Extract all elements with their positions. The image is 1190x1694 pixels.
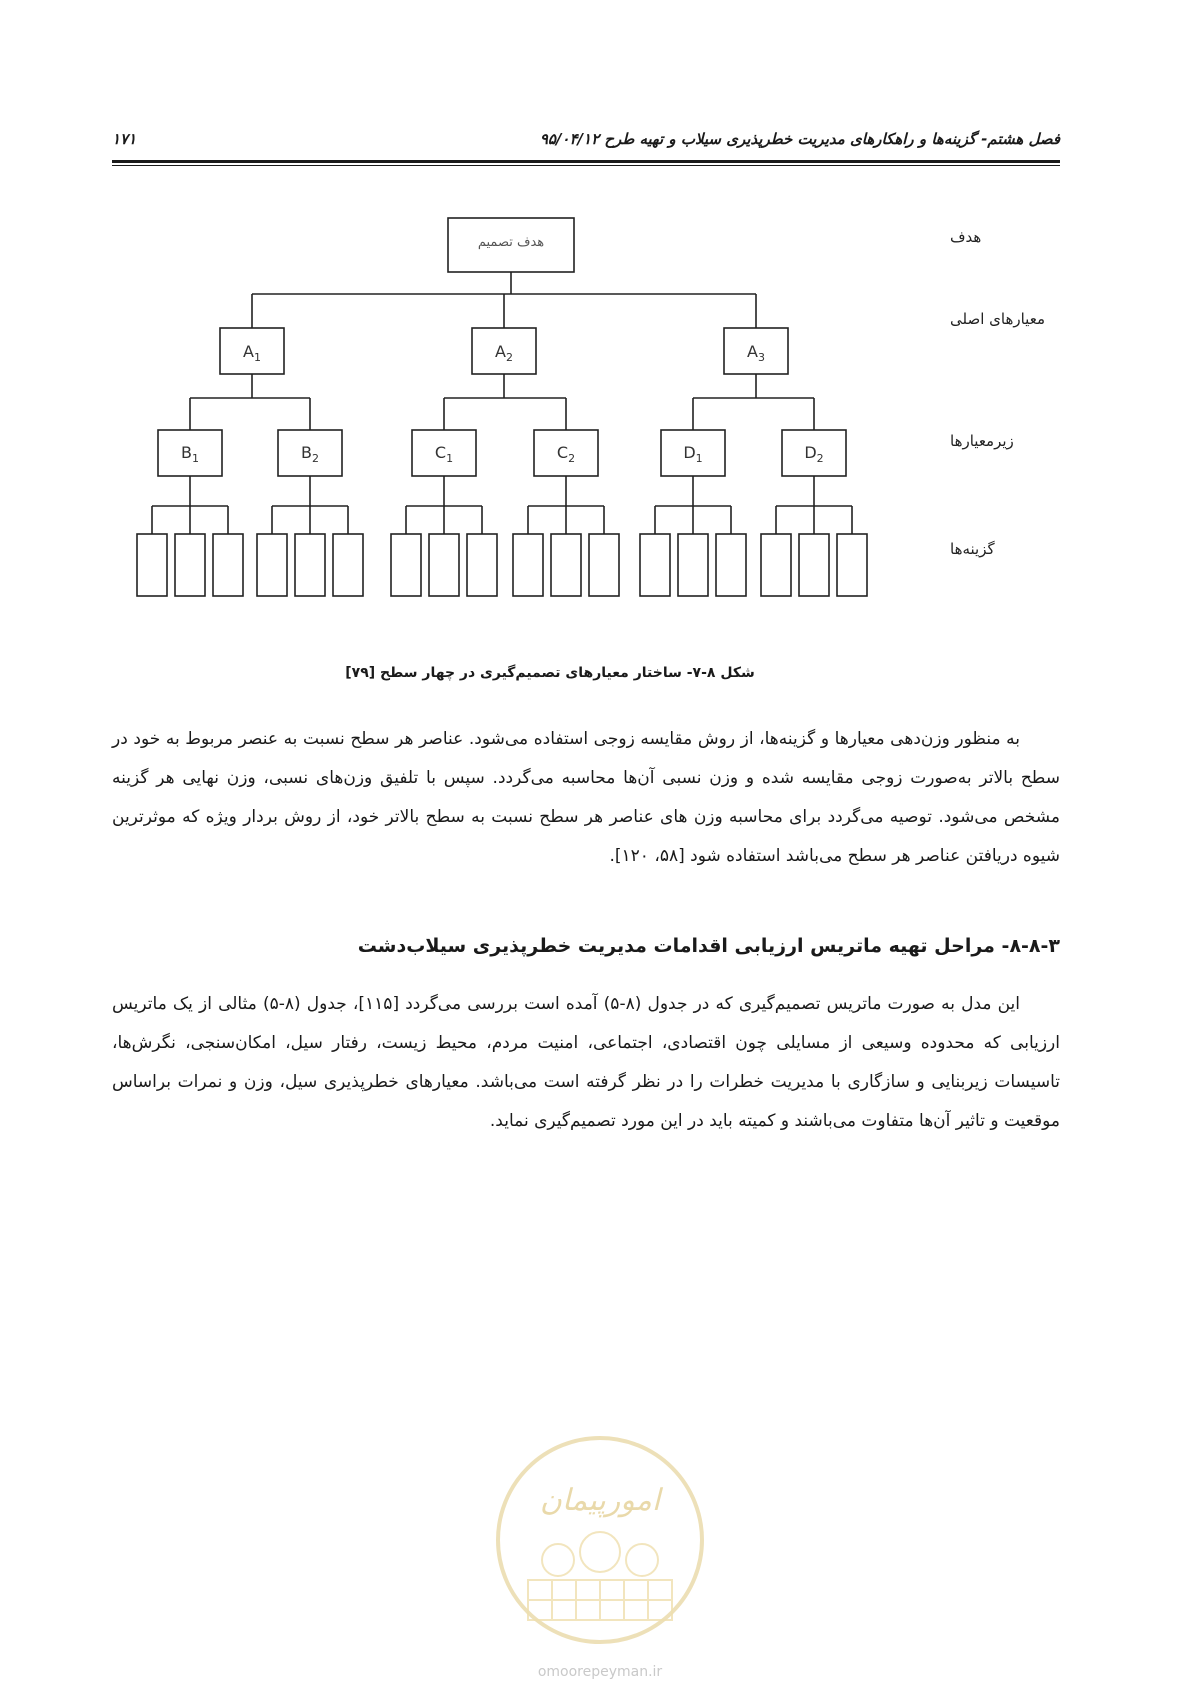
criterion-label: $A_1$ xyxy=(243,342,261,364)
alternative-box xyxy=(175,534,205,596)
watermark-logo-text: امورپیمان xyxy=(539,1483,661,1518)
alternative-box xyxy=(551,534,581,596)
alternative-box xyxy=(513,534,543,596)
alternative-box xyxy=(333,534,363,596)
level-label: زیرمعیارها xyxy=(950,432,1014,450)
alternative-box xyxy=(391,534,421,596)
subcriterion-label: $B_1$ xyxy=(181,443,199,465)
alternative-box xyxy=(640,534,670,596)
alternative-box xyxy=(213,534,243,596)
subcriterion-label: $C_2$ xyxy=(556,443,576,465)
header-rule-thick xyxy=(112,160,1060,163)
body-paragraph-1: به منظور وزن‌دهی معیارها و گزینه‌ها، از روش مقایسه زوجی استفاده می‌شود. عناصر هر سطح نسبت به عنصر مربوط به خود در سطح بالاتر به‌صورت زوجی مقایسه شده و وزن نسبی آن‌ها محاسبه می‌گردد. سپس با تلفیق وزن‌های نسبی، وزن نهایی هر گزینه مشخص می‌شود. توصیه می‌گردد برای محاسبه وزن های عناصر هر سطح نسبت به سطح بالاتر خود، از روش بردار ویژه که موثرترین شیوه دریافتن عناصر هر سطح می‌باشد استفاده شود [۵۸، ۱۲۰]. xyxy=(112,729,1060,866)
alternative-box xyxy=(429,534,459,596)
level-label: گزینه‌ها xyxy=(950,540,995,558)
alternative-box xyxy=(467,534,497,596)
watermark-logo xyxy=(480,1430,720,1690)
subcriterion-label: $D_1$ xyxy=(683,443,703,465)
subcriterion-label: $B_2$ xyxy=(301,443,319,465)
goal-label: هدف تصمیم xyxy=(477,235,545,250)
hierarchy-figure xyxy=(130,228,1045,658)
level-label: هدف xyxy=(950,228,982,246)
criterion-label: $A_2$ xyxy=(495,342,513,364)
alternative-box xyxy=(716,534,746,596)
hierarchy-diagram xyxy=(130,228,1045,658)
alternative-box xyxy=(257,534,287,596)
chapter-title: فصل هشتم- گزینه‌ها و راهکارهای مدیریت خطرپذیری سیلاب و تهیه طرح ۹۵/۰۴/۱۲ xyxy=(539,130,1060,148)
level-label: معیارهای اصلی xyxy=(950,310,1045,328)
alternative-box xyxy=(678,534,708,596)
page-header xyxy=(112,128,1060,168)
subcriterion-label: $C_1$ xyxy=(434,443,454,465)
criterion-label: $A_3$ xyxy=(747,342,765,364)
body-paragraph-2: این مدل به صورت ماتریس تصمیم‌گیری که در جدول (۸-۵) آمده است بررسی می‌گردد [۱۱۵]، جدول (۸-۵) مثالی از یک ماتریس ارزیابی که محدوده وسیعی از مسایلی چون اقتصادی، اجتماعی، امنیت مردم، محیط زیست، رفتار سیل، امکان‌سنجی، نگرش‌ها، تاسیسات زیربنایی و سازگاری با مدیریت خطرات را در نظر گرفته است می‌باشد. معیارهای خطرپذیری سیل، وزن و نمرات براساس موقعیت و تاثیر آن‌ها متفاوت می‌باشند و کمیته باید در این مورد تصمیم‌گیری نماید. xyxy=(112,994,1060,1131)
alternative-box xyxy=(799,534,829,596)
section-heading: ۸-۸-۳- مراحل تهیه ماتریس ارزیابی اقدامات مدیریت خطرپذیری سیلاب‌دشت xyxy=(357,935,1060,957)
page-number: ۱۷۱ xyxy=(112,130,137,148)
alternative-box xyxy=(837,534,867,596)
alternative-box xyxy=(761,534,791,596)
figure-caption: شکل ۸-۷- ساختار معیارهای تصمیم‌گیری در چهار سطح [۷۹] xyxy=(345,665,755,681)
alternative-box xyxy=(589,534,619,596)
subcriterion-label: $D_2$ xyxy=(804,443,824,465)
watermark-url: omoorepeyman.ir xyxy=(537,1664,663,1680)
alternative-box xyxy=(137,534,167,596)
alternative-box xyxy=(295,534,325,596)
header-rule-thin xyxy=(112,165,1060,166)
